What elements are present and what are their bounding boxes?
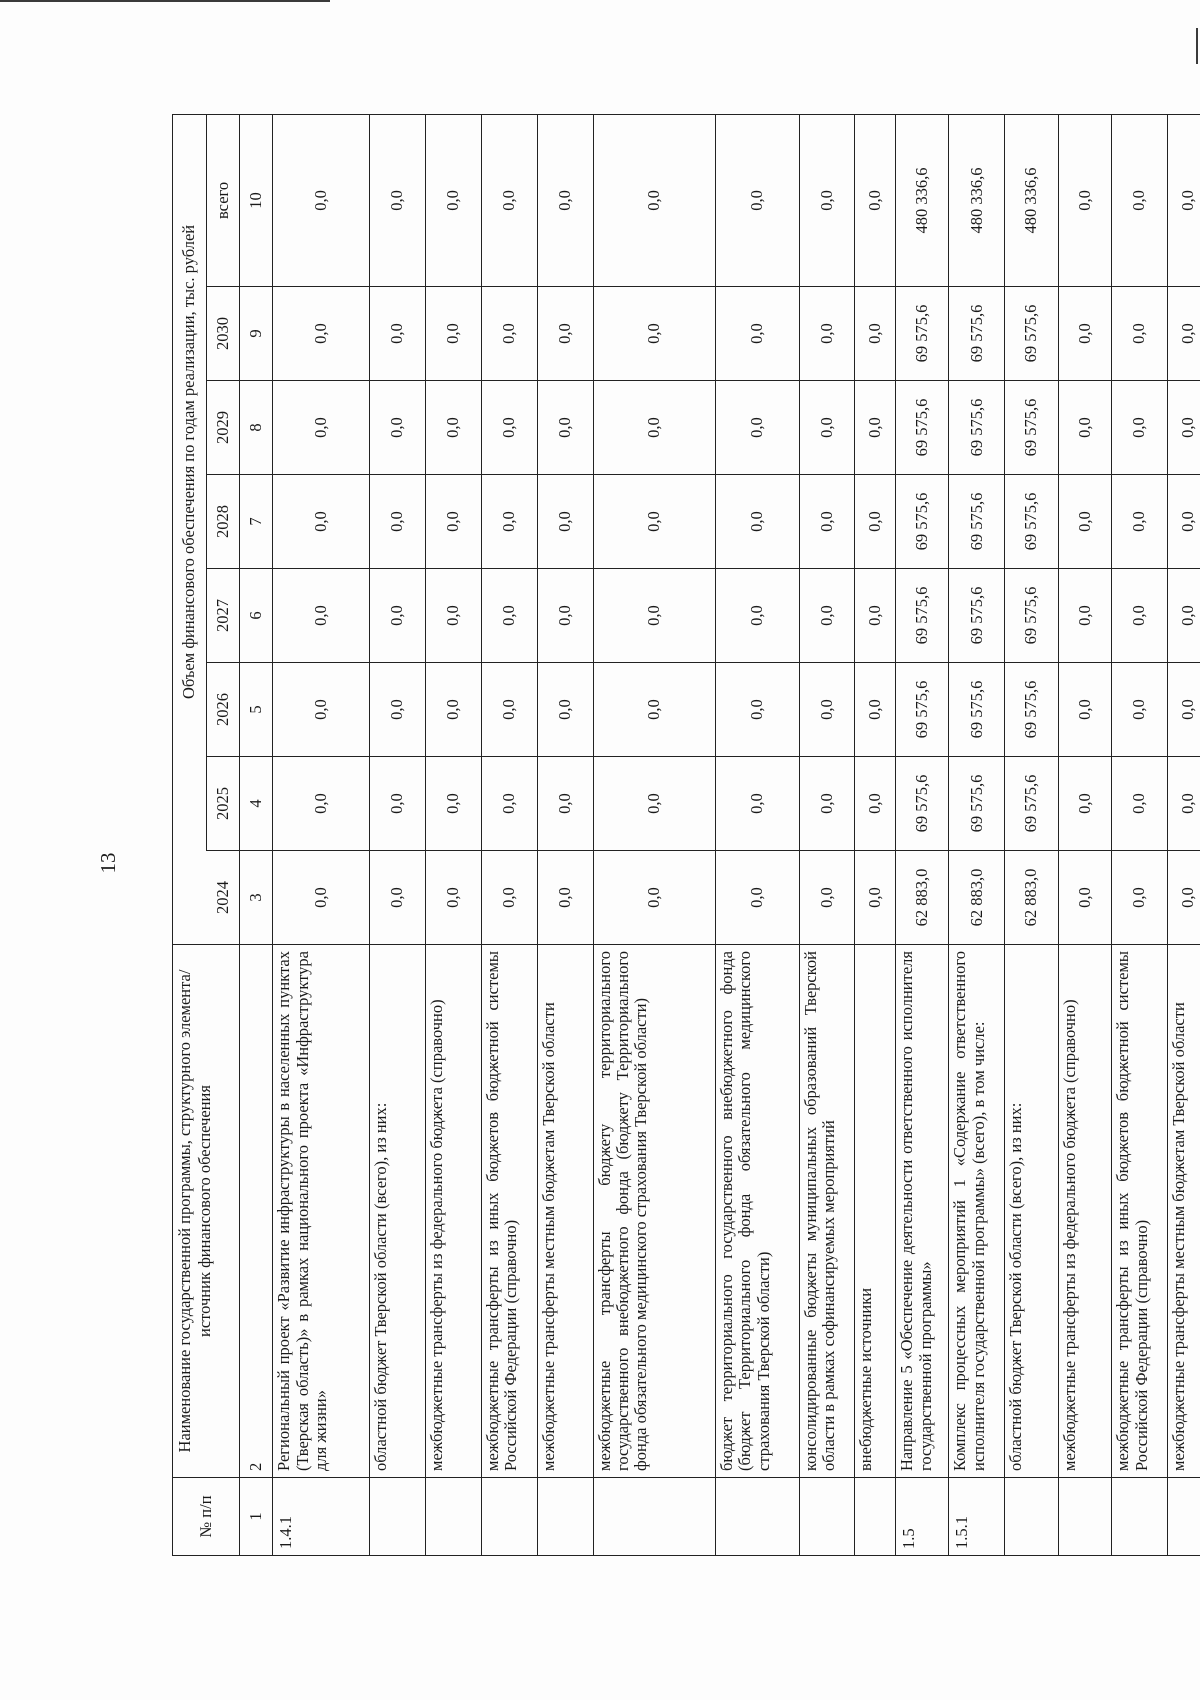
- row-year-value: 0,0: [369, 757, 425, 851]
- row-year-value: 69 575,6: [1005, 381, 1058, 475]
- row-year-value: 0,0: [1058, 757, 1111, 851]
- row-name: Региональный проект «Развитие инфраструктуры в населенных пунктах (Тверская область)» в рамках национального проекта «Инфраструктура для жизни»: [273, 945, 370, 1478]
- scan-edge-right: [1196, 28, 1198, 64]
- row-year-value: 69 575,6: [1005, 757, 1058, 851]
- row-year-value: 0,0: [715, 851, 799, 945]
- row-year-value: 0,0: [537, 475, 593, 569]
- row-year-value: 0,0: [481, 475, 537, 569]
- column-number: 2: [240, 945, 273, 1478]
- row-year-value: 0,0: [537, 663, 593, 757]
- table-body: [240, 114, 1200, 1555]
- row-name: межбюджетные трансферты из федерального бюджета (справочно): [1058, 945, 1111, 1478]
- table-row: [481, 114, 537, 1555]
- row-total-value: 480 336,6: [896, 114, 949, 286]
- row-year-value: 0,0: [273, 287, 370, 381]
- row-year-value: 0,0: [715, 663, 799, 757]
- row-name: областной бюджет Тверской области (всего), из них:: [1005, 945, 1058, 1478]
- row-year-value: 0,0: [715, 475, 799, 569]
- row-year-value: 69 575,6: [1005, 475, 1058, 569]
- header-total: всего: [207, 114, 240, 286]
- column-number: 10: [240, 114, 273, 286]
- row-year-value: 0,0: [855, 569, 896, 663]
- row-year-value: 69 575,6: [1005, 663, 1058, 757]
- row-name: областной бюджет Тверской области (всего), из них:: [369, 945, 425, 1478]
- row-year-value: 0,0: [425, 381, 481, 475]
- row-year-value: 0,0: [425, 851, 481, 945]
- row-code: [481, 1478, 537, 1556]
- header-name: Наименование государственной программы, структурного элемента/источник финансового обеспечения: [173, 945, 240, 1478]
- table-row: [799, 114, 855, 1555]
- row-code: 1.4.1: [273, 1478, 370, 1556]
- row-year-value: 0,0: [799, 851, 855, 945]
- table-row: [273, 114, 370, 1555]
- header-year: 2029: [207, 381, 240, 475]
- row-year-value: 0,0: [1058, 663, 1111, 757]
- row-year-value: 0,0: [1058, 475, 1111, 569]
- row-code: [855, 1478, 896, 1556]
- row-year-value: 0,0: [1168, 287, 1200, 381]
- row-year-value: 0,0: [273, 851, 370, 945]
- row-year-value: 0,0: [537, 569, 593, 663]
- column-number: 8: [240, 381, 273, 475]
- row-year-value: 0,0: [799, 475, 855, 569]
- row-year-value: 0,0: [799, 757, 855, 851]
- row-code: [1058, 1478, 1111, 1556]
- table-row: [593, 114, 715, 1555]
- row-year-value: 0,0: [1168, 381, 1200, 475]
- financing-table: [172, 114, 1200, 1556]
- row-year-value: 0,0: [593, 851, 715, 945]
- header-funding-text: Объем финансового обеспечения по годам реализации, тыс. рублей: [179, 224, 199, 699]
- row-year-value: 0,0: [425, 663, 481, 757]
- row-year-value: 69 575,6: [1005, 287, 1058, 381]
- header-funding: [173, 114, 207, 944]
- row-total-value: 0,0: [537, 114, 593, 286]
- row-year-value: 0,0: [593, 287, 715, 381]
- row-year-value: 0,0: [715, 287, 799, 381]
- row-year-value: 0,0: [273, 663, 370, 757]
- row-year-value: 0,0: [537, 287, 593, 381]
- row-year-value: 69 575,6: [949, 475, 1005, 569]
- table-row: [1112, 114, 1168, 1555]
- row-year-value: 0,0: [481, 851, 537, 945]
- row-year-value: 0,0: [481, 287, 537, 381]
- row-year-value: 69 575,6: [1005, 569, 1058, 663]
- row-code: [799, 1478, 855, 1556]
- row-year-value: 0,0: [855, 475, 896, 569]
- row-year-value: 0,0: [273, 475, 370, 569]
- column-number: 4: [240, 757, 273, 851]
- row-code: 1.5.1: [949, 1478, 1005, 1556]
- table-row: [715, 114, 799, 1555]
- row-total-value: 480 336,6: [1005, 114, 1058, 286]
- row-total-value: 0,0: [273, 114, 370, 286]
- row-name: межбюджетные трансферты местным бюджетам Тверской области: [1168, 945, 1200, 1478]
- row-year-value: 0,0: [855, 851, 896, 945]
- row-year-value: 0,0: [369, 851, 425, 945]
- table-row: [1005, 114, 1058, 1555]
- row-year-value: 0,0: [425, 475, 481, 569]
- row-year-value: 69 575,6: [896, 569, 949, 663]
- row-code: [369, 1478, 425, 1556]
- row-year-value: 0,0: [1168, 475, 1200, 569]
- row-code: [715, 1478, 799, 1556]
- row-year-value: 0,0: [369, 569, 425, 663]
- row-total-value: 0,0: [1112, 114, 1168, 286]
- row-code: [1168, 1478, 1200, 1556]
- row-name: внебюджетные источники: [855, 945, 896, 1478]
- row-total-value: 0,0: [799, 114, 855, 286]
- row-name: межбюджетные трансферты бюджету территориального государственного внебюджетного фонда (бюджету Территориального фонда обязательного медицинского страхования Тверской области): [593, 945, 715, 1478]
- row-year-value: 0,0: [799, 663, 855, 757]
- row-year-value: 0,0: [1112, 381, 1168, 475]
- row-year-value: 0,0: [855, 757, 896, 851]
- row-year-value: 0,0: [1058, 569, 1111, 663]
- row-year-value: 62 883,0: [949, 851, 1005, 945]
- row-total-value: 480 336,6: [949, 114, 1005, 286]
- row-name: бюджет территориального государственного внебюджетного фонда (бюджет Территориального фонда обязательного медицинского страхования Тверской области): [715, 945, 799, 1478]
- row-year-value: 0,0: [1058, 381, 1111, 475]
- row-year-value: 0,0: [799, 381, 855, 475]
- row-year-value: 0,0: [715, 569, 799, 663]
- row-year-value: 0,0: [593, 381, 715, 475]
- row-year-value: 62 883,0: [1005, 851, 1058, 945]
- row-year-value: 0,0: [1168, 663, 1200, 757]
- row-code: [1005, 1478, 1058, 1556]
- row-year-value: 69 575,6: [949, 663, 1005, 757]
- row-year-value: 0,0: [799, 287, 855, 381]
- header-year: 2027: [207, 569, 240, 663]
- row-code: [1112, 1478, 1168, 1556]
- table-row: [1168, 114, 1200, 1555]
- row-year-value: 0,0: [537, 851, 593, 945]
- table-row: [425, 114, 481, 1555]
- financing-table-rotated: [172, 115, 1200, 1556]
- column-number: 6: [240, 569, 273, 663]
- table-row: [949, 114, 1005, 1555]
- header-year: 2028: [207, 475, 240, 569]
- row-year-value: 0,0: [273, 381, 370, 475]
- row-year-value: 0,0: [799, 569, 855, 663]
- column-number: 9: [240, 287, 273, 381]
- header-year: 2024: [207, 851, 240, 945]
- row-year-value: 0,0: [715, 381, 799, 475]
- row-year-value: 0,0: [481, 381, 537, 475]
- row-total-value: 0,0: [1168, 114, 1200, 286]
- row-year-value: 0,0: [1112, 475, 1168, 569]
- table-row: [855, 114, 896, 1555]
- row-year-value: 0,0: [1168, 569, 1200, 663]
- row-name: межбюджетные трансферты из федерального бюджета (справочно): [425, 945, 481, 1478]
- row-total-value: 0,0: [715, 114, 799, 286]
- row-year-value: 0,0: [593, 475, 715, 569]
- row-total-value: 0,0: [425, 114, 481, 286]
- row-year-value: 69 575,6: [896, 475, 949, 569]
- table-row: [1058, 114, 1111, 1555]
- row-total-value: 0,0: [369, 114, 425, 286]
- row-year-value: 0,0: [369, 381, 425, 475]
- header-year: 2025: [207, 757, 240, 851]
- row-year-value: 0,0: [593, 663, 715, 757]
- row-year-value: 0,0: [593, 569, 715, 663]
- row-name: Направление 5 «Обеспечение деятельности ответственного исполнителя государственной программы»: [896, 945, 949, 1478]
- row-year-value: 69 575,6: [896, 663, 949, 757]
- table-row: [896, 114, 949, 1555]
- row-year-value: 0,0: [369, 287, 425, 381]
- row-year-value: 0,0: [1112, 287, 1168, 381]
- row-year-value: 69 575,6: [896, 381, 949, 475]
- column-number: 3: [240, 851, 273, 945]
- row-year-value: 0,0: [369, 475, 425, 569]
- row-code: 1.5: [896, 1478, 949, 1556]
- row-name: Комплекс процессных мероприятий 1 «Содержание ответственного исполнителя государственной программы» (всего), в том числе:: [949, 945, 1005, 1478]
- row-total-value: 0,0: [481, 114, 537, 286]
- header-year: 2026: [207, 663, 240, 757]
- row-year-value: 0,0: [1112, 569, 1168, 663]
- row-name: межбюджетные трансферты из иных бюджетов бюджетной системы Российской Федерации (справочно): [481, 945, 537, 1478]
- row-code: [593, 1478, 715, 1556]
- column-number-row: [240, 114, 273, 1555]
- column-number: 7: [240, 475, 273, 569]
- row-year-value: 69 575,6: [949, 569, 1005, 663]
- row-year-value: 0,0: [1168, 757, 1200, 851]
- row-year-value: 0,0: [273, 569, 370, 663]
- row-year-value: 62 883,0: [896, 851, 949, 945]
- row-year-value: 0,0: [855, 287, 896, 381]
- row-name: межбюджетные трансферты местным бюджетам Тверской области: [537, 945, 593, 1478]
- row-year-value: 0,0: [593, 757, 715, 851]
- row-year-value: 0,0: [537, 381, 593, 475]
- row-year-value: 0,0: [855, 663, 896, 757]
- row-year-value: 0,0: [273, 757, 370, 851]
- row-year-value: 0,0: [425, 569, 481, 663]
- row-code: [537, 1478, 593, 1556]
- table-row: [369, 114, 425, 1555]
- row-year-value: 0,0: [1112, 663, 1168, 757]
- row-year-value: 0,0: [481, 757, 537, 851]
- header-row-number: № п/п: [173, 1478, 240, 1556]
- header-year: 2030: [207, 287, 240, 381]
- row-year-value: 0,0: [715, 757, 799, 851]
- row-year-value: 0,0: [481, 663, 537, 757]
- row-total-value: 0,0: [855, 114, 896, 286]
- row-year-value: 0,0: [481, 569, 537, 663]
- row-name: консолидированные бюджеты муниципальных образований Тверской области в рамках софинансируемых мероприятий: [799, 945, 855, 1478]
- row-year-value: 69 575,6: [949, 381, 1005, 475]
- row-year-value: 0,0: [425, 287, 481, 381]
- column-number: 5: [240, 663, 273, 757]
- page-number: 13: [96, 852, 120, 874]
- row-year-value: 0,0: [537, 757, 593, 851]
- row-total-value: 0,0: [1058, 114, 1111, 286]
- row-year-value: 0,0: [1058, 851, 1111, 945]
- row-year-value: 0,0: [1058, 287, 1111, 381]
- column-number: 1: [240, 1478, 273, 1556]
- row-code: [425, 1478, 481, 1556]
- row-year-value: 0,0: [425, 757, 481, 851]
- row-year-value: 0,0: [1168, 851, 1200, 945]
- scan-edge-top: [0, 0, 330, 2]
- row-total-value: 0,0: [593, 114, 715, 286]
- row-name: межбюджетные трансферты из иных бюджетов бюджетной системы Российской Федерации (справочно): [1112, 945, 1168, 1478]
- row-year-value: 69 575,6: [896, 757, 949, 851]
- row-year-value: 0,0: [1112, 851, 1168, 945]
- row-year-value: 0,0: [369, 663, 425, 757]
- table-row: [537, 114, 593, 1555]
- row-year-value: 69 575,6: [949, 287, 1005, 381]
- row-year-value: 69 575,6: [949, 757, 1005, 851]
- row-year-value: 69 575,6: [896, 287, 949, 381]
- row-year-value: 0,0: [1112, 757, 1168, 851]
- row-year-value: 0,0: [855, 381, 896, 475]
